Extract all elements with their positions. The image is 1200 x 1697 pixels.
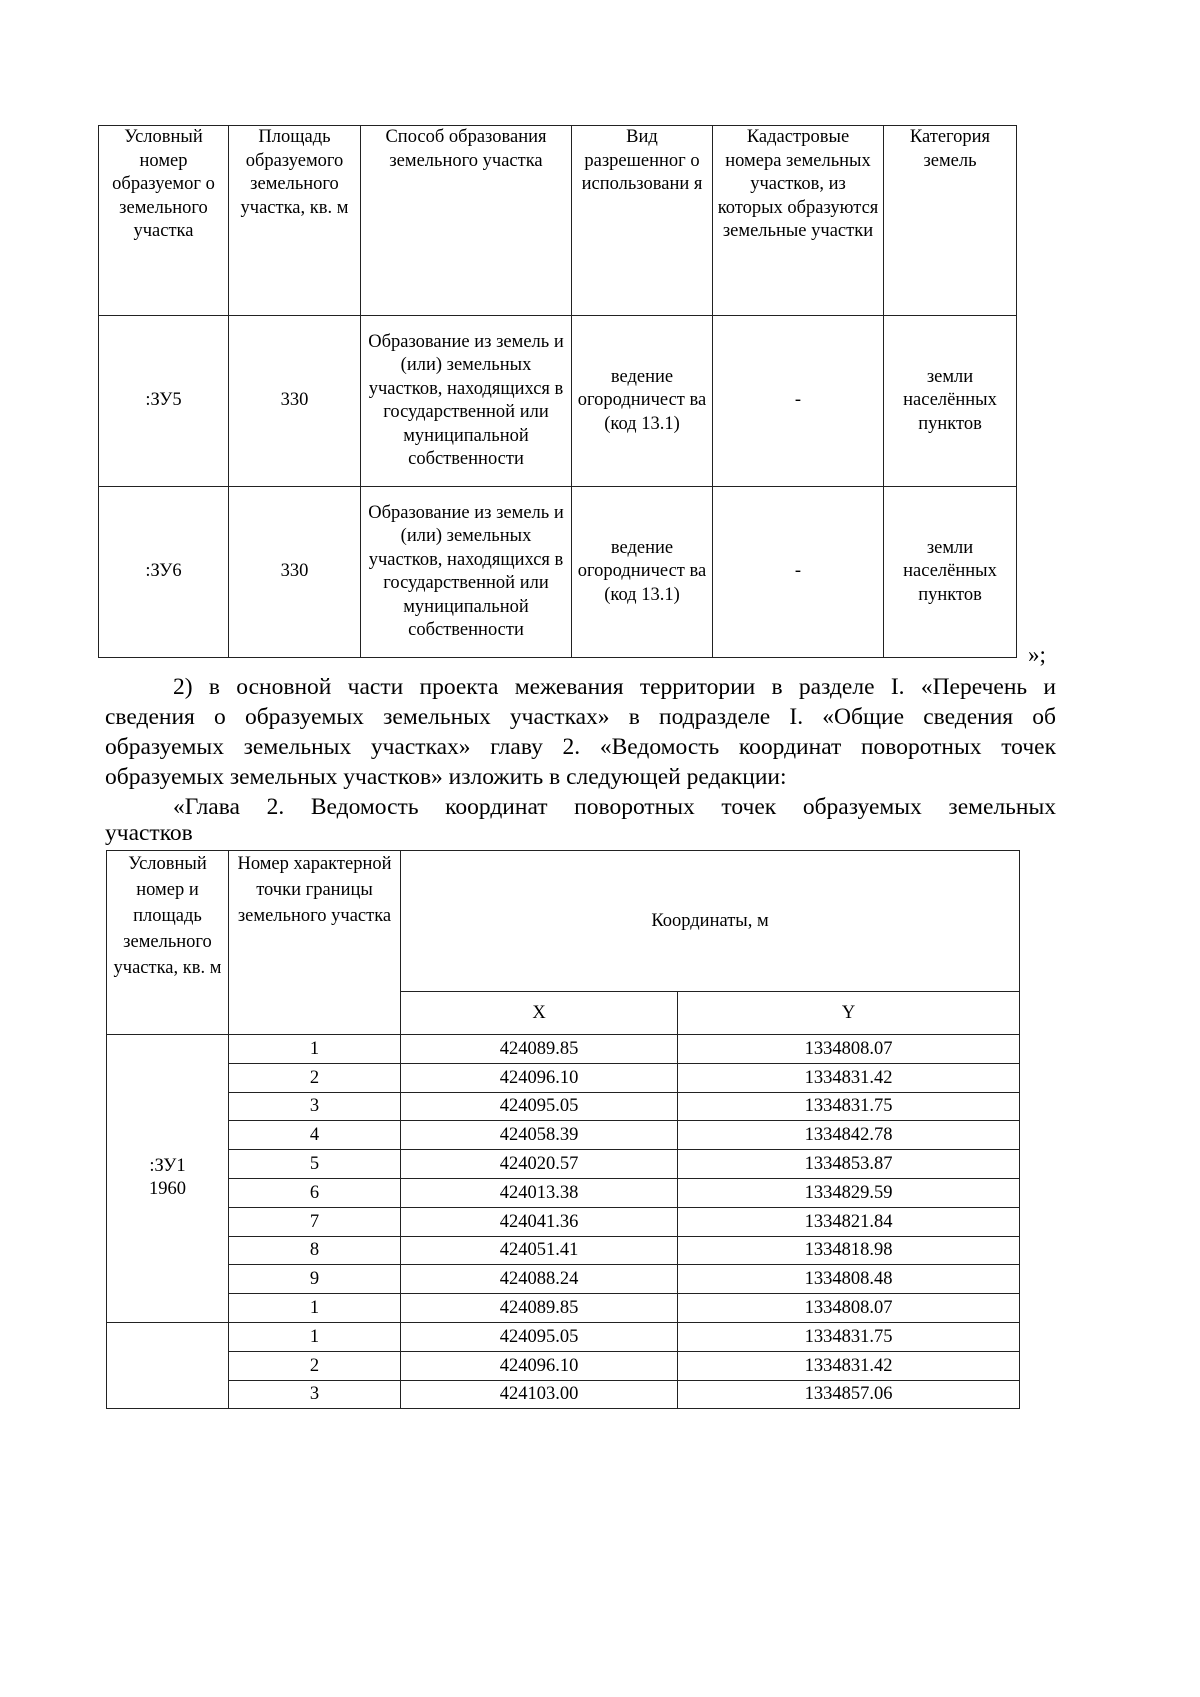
- land-plots-table: [98, 125, 1017, 658]
- y-coordinate: 1334831.42: [678, 1351, 1020, 1380]
- table-row: [107, 1322, 1020, 1351]
- y-coordinate: 1334842.78: [678, 1121, 1020, 1150]
- header-cell: Условный номер образуемог о земельного участка: [99, 126, 229, 316]
- x-coordinate: 424103.00: [401, 1380, 678, 1409]
- x-coordinate: 424089.85: [401, 1294, 678, 1323]
- coordinates-table: [106, 850, 1020, 1409]
- point-number: 4: [229, 1121, 401, 1150]
- point-number: 5: [229, 1150, 401, 1179]
- table-header-row: [99, 126, 1017, 316]
- table-row: [107, 1150, 1020, 1179]
- point-number: 6: [229, 1178, 401, 1207]
- point-number: 2: [229, 1351, 401, 1380]
- paragraph-line: сведения о образуемых земельных участках» в подразделе I. «Общие сведения об: [105, 704, 1056, 730]
- x-coordinate: 424088.24: [401, 1265, 678, 1294]
- cell: 330: [229, 316, 361, 487]
- y-coordinate: 1334808.48: [678, 1265, 1020, 1294]
- header-cell: Координаты, м: [401, 851, 1020, 992]
- paragraph-line: образуемых земельных участках» главу 2. «Ведомость координат поворотных точек: [105, 734, 1056, 760]
- table-header-row: [107, 851, 1020, 992]
- y-coordinate: 1334831.75: [678, 1322, 1020, 1351]
- closing-quote: »;: [1028, 642, 1046, 667]
- plot-label-cell: [107, 1322, 229, 1408]
- header-cell: Условный номер и площадь земельного участка, кв. м: [107, 851, 229, 1035]
- table-row: [107, 1035, 1020, 1064]
- cell: :ЗУ6: [99, 487, 229, 658]
- header-cell-y: Y: [678, 992, 1020, 1035]
- table-row: [99, 316, 1017, 487]
- table-row: [107, 1063, 1020, 1092]
- table-row: [107, 1265, 1020, 1294]
- point-number: 3: [229, 1092, 401, 1121]
- table-row: [107, 1294, 1020, 1323]
- x-coordinate: 424051.41: [401, 1236, 678, 1265]
- chapter-title-line: участков: [105, 820, 193, 846]
- plot-area: 1960: [149, 1179, 186, 1200]
- table-row: [107, 1092, 1020, 1121]
- x-coordinate: 424020.57: [401, 1150, 678, 1179]
- y-coordinate: 1334829.59: [678, 1178, 1020, 1207]
- table-row: [107, 1207, 1020, 1236]
- point-number: 3: [229, 1380, 401, 1409]
- table-row: [107, 1351, 1020, 1380]
- x-coordinate: 424089.85: [401, 1035, 678, 1064]
- paragraph-line: образуемых земельных участков» изложить в следующей редакции:: [105, 764, 787, 790]
- point-number: 1: [229, 1035, 401, 1064]
- point-number: 1: [229, 1322, 401, 1351]
- point-number: 2: [229, 1063, 401, 1092]
- cell: ведение огородничест ва (код 13.1): [572, 487, 713, 658]
- x-coordinate: 424041.36: [401, 1207, 678, 1236]
- cell: Образование из земель и (или) земельных участков, находящихся в государственной или муниципальной собственности: [361, 316, 572, 487]
- plot-label: :ЗУ1: [149, 1156, 186, 1177]
- x-coordinate: 424095.05: [401, 1092, 678, 1121]
- header-cell: Категория земель: [884, 126, 1017, 316]
- x-coordinate: 424096.10: [401, 1063, 678, 1092]
- cell: земли населённых пунктов: [884, 487, 1017, 658]
- x-coordinate: 424096.10: [401, 1351, 678, 1380]
- header-cell-x: X: [401, 992, 678, 1035]
- cell: земли населённых пунктов: [884, 316, 1017, 487]
- cell: -: [713, 487, 884, 658]
- cell: ведение огородничест ва (код 13.1): [572, 316, 713, 487]
- x-coordinate: 424058.39: [401, 1121, 678, 1150]
- paragraph-line: 2) в основной части проекта межевания территории в разделе I. «Перечень и: [173, 674, 1056, 700]
- cell: :ЗУ5: [99, 316, 229, 487]
- y-coordinate: 1334831.75: [678, 1092, 1020, 1121]
- y-coordinate: 1334818.98: [678, 1236, 1020, 1265]
- table-row: [107, 1380, 1020, 1409]
- plot-label-cell: [107, 1035, 229, 1323]
- y-coordinate: 1334857.06: [678, 1380, 1020, 1409]
- header-cell: Кадастровые номера земельных участков, из которых образуются земельные участки: [713, 126, 884, 316]
- y-coordinate: 1334808.07: [678, 1294, 1020, 1323]
- cell: 330: [229, 487, 361, 658]
- table-row: [107, 1236, 1020, 1265]
- header-cell: Способ образования земельного участка: [361, 126, 572, 316]
- point-number: 8: [229, 1236, 401, 1265]
- table-row: [107, 1121, 1020, 1150]
- cell: -: [713, 316, 884, 487]
- point-number: 7: [229, 1207, 401, 1236]
- cell: Образование из земель и (или) земельных участков, находящихся в государственной или муниципальной собственности: [361, 487, 572, 658]
- amendment-paragraph: [105, 672, 1056, 844]
- table-row: [99, 487, 1017, 658]
- chapter-title-line: «Глава 2. Ведомость координат поворотных точек образуемых земельных: [173, 794, 1056, 820]
- header-cell: Площадь образуемого земельного участка, кв. м: [229, 126, 361, 316]
- x-coordinate: 424013.38: [401, 1178, 678, 1207]
- header-cell: Вид разрешенног о использовани я: [572, 126, 713, 316]
- y-coordinate: 1334853.87: [678, 1150, 1020, 1179]
- header-cell: Номер характерной точки границы земельного участка: [229, 851, 401, 1035]
- table-row: [107, 1178, 1020, 1207]
- point-number: 9: [229, 1265, 401, 1294]
- x-coordinate: 424095.05: [401, 1322, 678, 1351]
- y-coordinate: 1334831.42: [678, 1063, 1020, 1092]
- y-coordinate: 1334821.84: [678, 1207, 1020, 1236]
- y-coordinate: 1334808.07: [678, 1035, 1020, 1064]
- point-number: 1: [229, 1294, 401, 1323]
